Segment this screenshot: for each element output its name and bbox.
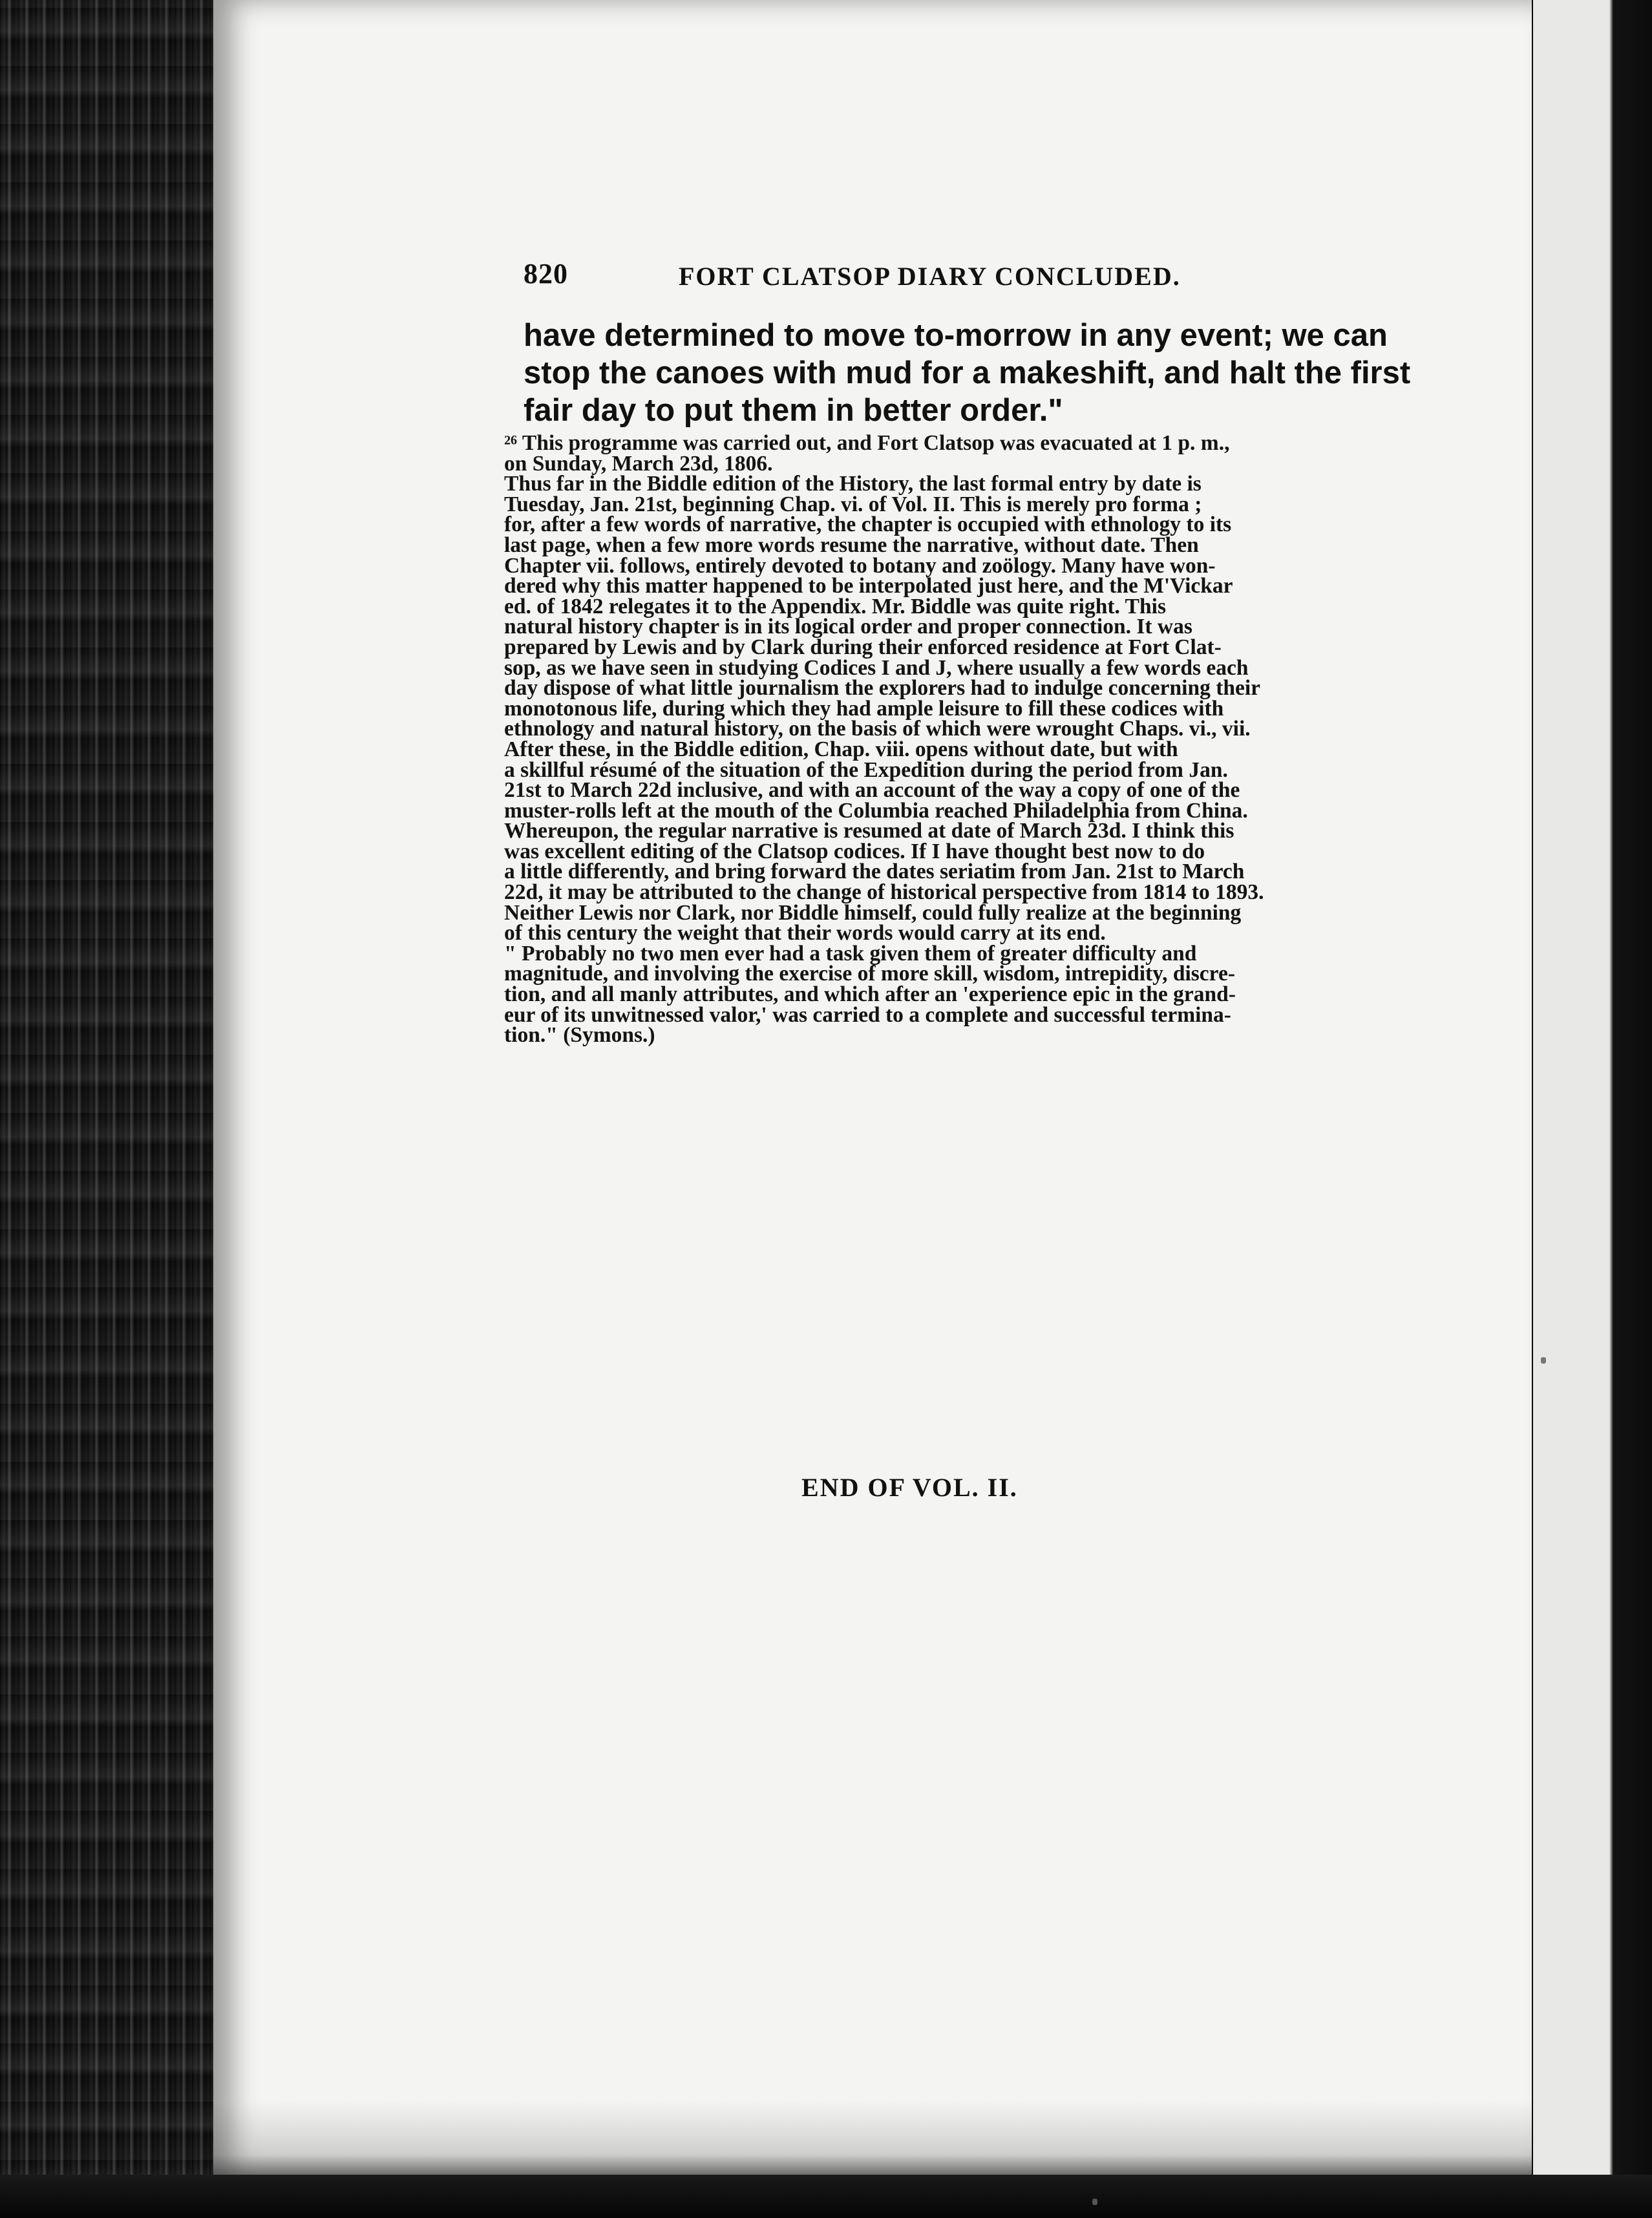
note-line: After these, in the Biddle edition, Chap. viii. opens without date, but with (504, 737, 1178, 761)
lead-line: have determined to move to-morrow in any event; we can (524, 318, 1388, 353)
note-line: last page, when a few more words resume the narrative, without date. Then (504, 533, 1199, 557)
note-line: sop, as we have seen in studying Codices I and J, where usually a few words each (504, 655, 1249, 680)
note-line: Tuesday, Jan. 21st, beginning Chap. vi. of Vol. II. This is merely pro forma ; (504, 492, 1202, 516)
note-line: eur of its unwitnessed valor,' was carried to a complete and successful termina- (504, 1002, 1231, 1027)
page-number: 820 (524, 258, 568, 290)
edge-mark (1541, 1357, 1546, 1364)
note-line: of this century the weight that their words would carry at its end. (504, 921, 1106, 945)
note-line: dered why this matter happened to be interpolated just here, and the M'Vickar (504, 574, 1233, 598)
note-line: magnitude, and involving the exercise of more skill, wisdom, intrepidity, discre- (504, 962, 1235, 986)
note-line: Thus far in the Biddle edition of the History, the last formal entry by date is (504, 472, 1202, 496)
note-line: Chapter vii. follows, entirely devoted to botany and zoölogy. Many have won- (504, 553, 1216, 578)
note-line: Neither Lewis nor Clark, nor Biddle himself, could fully realize at the beginning (504, 900, 1242, 925)
edge-mark (1092, 2199, 1097, 2205)
footnote-block (504, 433, 1344, 1046)
lead-line: stop the canoes with mud for a makeshift, and halt the first (524, 355, 1411, 390)
note-line: day dispose of what little journalism the explorers had to indulge concerning their (504, 676, 1261, 701)
note-line: for, after a few words of narrative, the chapter is occupied with ethnology to its (504, 512, 1232, 537)
note-line: a little differently, and bring forward the dates seriatim from Jan. 21st to March (504, 860, 1245, 884)
note-line: monotonous life, during which they had ample leisure to fill these codices with (504, 696, 1224, 721)
note-line: on Sunday, March 23d, 1806. (504, 451, 773, 476)
note-line: muster-rolls left at the mouth of the Columbia reached Philadelphia from China. (504, 798, 1248, 823)
note-line: natural history chapter is in its logical order and proper connection. It was (504, 615, 1192, 639)
note-line: " Probably no two men ever had a task given them of greater difficulty and (504, 941, 1197, 966)
note-line: Whereupon, the regular narrative is resumed at date of March 23d. I think this (504, 819, 1234, 843)
note-line: prepared by Lewis and by Clark during their enforced residence at Fort Clat- (504, 635, 1222, 659)
running-head: FORT CLATSOP DIARY CONCLUDED. (679, 262, 1181, 291)
note-line: tion, and all manly attributes, and which after an 'experience epic in the grand- (504, 982, 1236, 1007)
next-page-edge (1532, 0, 1652, 2218)
note-line: ²⁶ This programme was carried out, and Fort Clatsop was evacuated at 1 p. m., (504, 431, 1230, 455)
note-line: 22d, it may be attributed to the change of historical perspective from 1814 to 1893. (504, 880, 1264, 905)
page-bottom-shadow (213, 2100, 1532, 2178)
note-line: ed. of 1842 relegates it to the Appendix. Mr. Biddle was quite right. This (504, 594, 1166, 618)
page-header (524, 257, 1189, 296)
bottom-shadow (0, 2175, 1652, 2218)
note-line: a skillful résumé of the situation of the Expedition during the period from Jan. (504, 757, 1228, 782)
note-line: tion." (Symons.) (504, 1023, 655, 1048)
note-line: ethnology and natural history, on the basis of which were wrought Chaps. vi., vii. (504, 717, 1251, 741)
note-line: 21st to March 22d inclusive, and with an account of the way a copy of one of the (504, 778, 1240, 803)
lead-paragraph (524, 317, 1411, 429)
note-line: was excellent editing of the Clatsop codices. If I have thought best now to do (504, 839, 1205, 863)
lead-line: fair day to put them in better order." (524, 393, 1063, 428)
end-of-volume: END OF VOL. II. (801, 1473, 1018, 1502)
book-binding (0, 0, 213, 2218)
